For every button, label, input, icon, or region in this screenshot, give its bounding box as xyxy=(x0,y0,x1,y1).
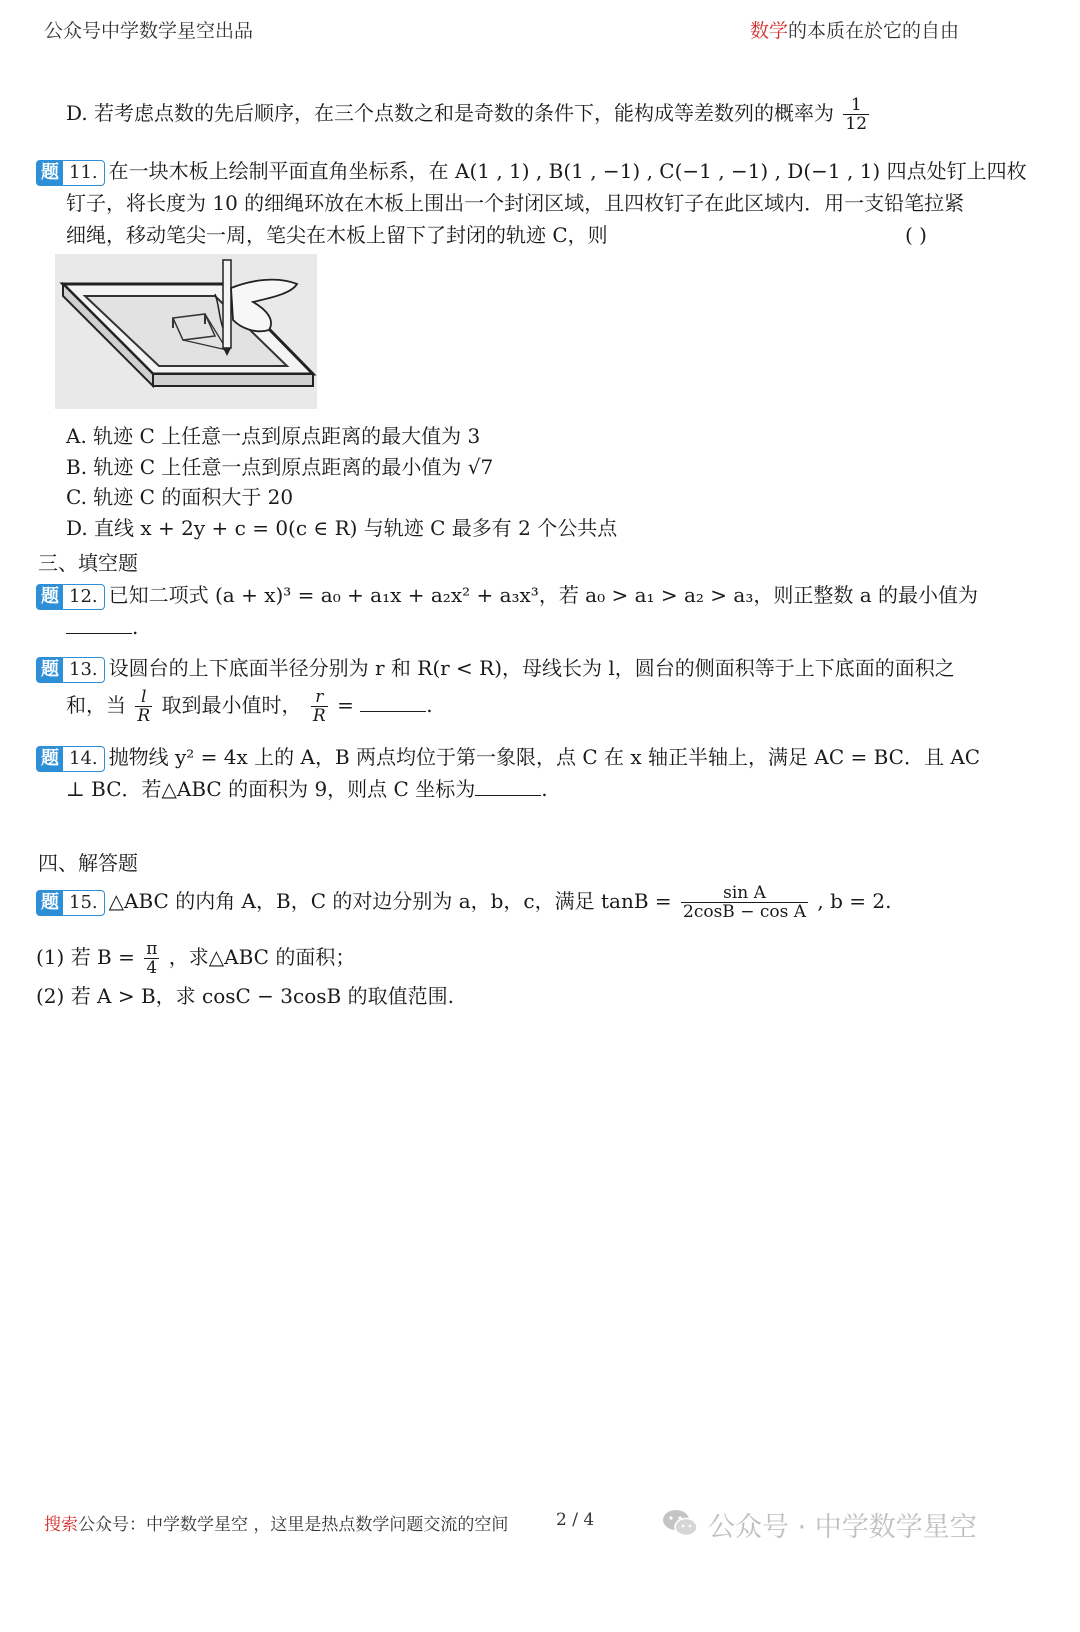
q12-line2 xyxy=(66,611,138,643)
q12-badge xyxy=(36,584,105,610)
q15-sub1-num: π xyxy=(146,939,158,959)
q14-line1 xyxy=(36,741,980,773)
q10-fraction xyxy=(843,96,869,133)
q11-badge-num: 11. xyxy=(69,161,98,183)
q15-sub1-a: (1) 若 B = xyxy=(36,945,135,969)
q14-badge-title: 题 xyxy=(37,747,63,771)
header-right-red: 数学 xyxy=(750,20,789,42)
q11-figure xyxy=(55,254,317,409)
q15-line1 xyxy=(36,884,891,921)
q15-frac-den: 2cosB − cos A xyxy=(683,902,807,922)
q14-text-a: ⊥ BC．若△ABC 的面积为 9，则点 C 坐标为 xyxy=(66,777,476,801)
q11-badge xyxy=(36,160,105,186)
q11-text-line1: 在一块木板上绘制平面直角坐标系，在 A(1 , 1) , B(1 , −1) , C(−1 , −1) , D(−1 , 1) 四点处钉上四枚 xyxy=(108,159,1027,183)
section-answer: 四、解答题 xyxy=(38,851,138,875)
q12-end: . xyxy=(132,615,139,639)
header-right xyxy=(750,16,959,43)
q11-option-d: D. 直线 x + 2y + c = 0(c ∈ R) 与轨迹 C 最多有 2 个公共点 xyxy=(66,516,618,540)
q11-line1 xyxy=(36,155,1027,187)
q15-text-a: △ABC 的内角 A，B，C 的对边分别为 a，b，c，满足 tanB = xyxy=(108,889,672,913)
q15-fraction xyxy=(681,884,808,921)
header-left: 公众号中学数学星空出品 xyxy=(44,20,254,42)
q12-line1 xyxy=(36,579,978,611)
q10-option-d xyxy=(66,96,872,133)
q14-end: . xyxy=(541,777,548,801)
q13-frac2-den: R xyxy=(312,706,326,726)
q13-line2 xyxy=(66,688,433,725)
q12-badge-num: 12. xyxy=(69,585,98,607)
q10-frac-num: 1 xyxy=(843,96,869,115)
q13-text-b: 取到最小值时， xyxy=(161,693,302,717)
footer-search-rest: 公众号：中学数学星空 ，这里是热点数学问题交流的空间 xyxy=(78,1515,509,1535)
q15-badge-num: 15. xyxy=(69,891,98,913)
q15-sub2: (2) 若 A > B，求 cosC − 3cosB 的取值范围. xyxy=(36,984,454,1008)
q14-badge-num: 14. xyxy=(69,747,98,769)
q15-frac-num: sin A xyxy=(681,884,808,903)
q14-line2 xyxy=(66,773,548,805)
footer-search xyxy=(44,1510,508,1535)
q15-sub1-frac xyxy=(144,940,159,977)
q11-option-b: B. 轨迹 C 上任意一点到原点距离的最小值为 √7 xyxy=(66,455,494,479)
q14-text-line1: 抛物线 y² = 4x 上的 A，B 两点均位于第一象限，点 C 在 x 轴正半轴上，满足 AC = BC．且 AC xyxy=(108,745,981,769)
q13-end: . xyxy=(426,693,433,717)
q13-text-c: = xyxy=(337,693,354,717)
q11-option-a: A. 轨迹 C 上任意一点到原点距离的最大值为 3 xyxy=(66,424,481,448)
q15-sub1-b: ，求△ABC 的面积； xyxy=(168,945,356,969)
q13-frac1 xyxy=(135,688,152,725)
q10-frac-den: 12 xyxy=(845,114,868,134)
q12-answer-blank[interactable] xyxy=(66,615,132,634)
q15-badge-title: 题 xyxy=(37,891,63,915)
q11-line2: 钉子，将长度为 10 的细绳环放在木板上围出一个封闭区域，且四枚钉子在此区域内．用一支铅笔拉紧 xyxy=(66,191,965,215)
q13-answer-blank[interactable] xyxy=(360,693,426,712)
q13-text-line1: 设圆台的上下底面半径分别为 r 和 R(r < R)，母线长为 l，圆台的侧面积等于上下底面的面积之 xyxy=(108,656,955,680)
q13-badge-num: 13. xyxy=(69,658,98,680)
q11-option-c: C. 轨迹 C 的面积大于 20 xyxy=(66,485,294,509)
q11-line3: 细绳，移动笔尖一周，笔尖在木板上留下了封闭的轨迹 C，则 xyxy=(66,223,608,247)
board-drawing xyxy=(55,254,317,409)
q13-frac1-num: l xyxy=(135,688,152,707)
footer-search-red: 搜索 xyxy=(44,1515,78,1535)
q14-badge xyxy=(36,746,105,772)
q15-text-b: , b = 2. xyxy=(817,889,892,913)
q15-sub1 xyxy=(36,940,355,977)
page-number: 2 / 4 xyxy=(556,1510,595,1530)
section-fill-in: 三、填空题 xyxy=(38,551,138,575)
q12-text-line1: 已知二项式 (a + x)³ = a₀ + a₁x + a₂x² + a₃x³，若 a₀ > a₁ > a₂ > a₃，则正整数 a 的最小值为 xyxy=(108,583,979,607)
q14-answer-blank[interactable] xyxy=(475,777,541,796)
q13-badge xyxy=(36,657,105,683)
q10-option-d-text: D. 若考虑点数的先后顺序，在三个点数之和是奇数的条件下，能构成等差数列的概率为 xyxy=(66,101,835,125)
q13-line1 xyxy=(36,652,955,684)
q15-sub1-den: 4 xyxy=(146,958,158,978)
q12-badge-title: 题 xyxy=(37,585,63,609)
q13-badge-title: 题 xyxy=(37,658,63,682)
q13-frac2-num: r xyxy=(311,688,328,707)
q15-badge xyxy=(36,890,105,916)
q13-text-a: 和，当 xyxy=(66,693,126,717)
watermark-text: 公众号 · 中学数学星空 xyxy=(708,1512,977,1543)
header-right-rest: 的本质在於它的自由 xyxy=(788,20,960,42)
q13-frac1-den: R xyxy=(137,706,151,726)
q11-badge-title: 题 xyxy=(37,161,63,185)
wechat-icon xyxy=(662,1508,698,1538)
q11-answer-paren: ( ) xyxy=(905,223,927,247)
q13-frac2 xyxy=(311,688,328,725)
